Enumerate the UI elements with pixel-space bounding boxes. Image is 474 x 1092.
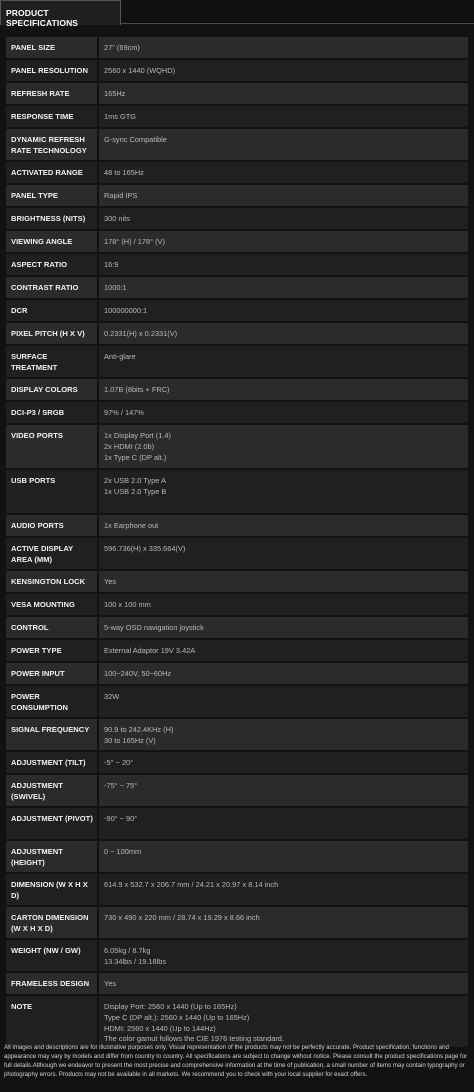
spec-row (6, 907, 468, 938)
spec-value: 300 nits (99, 208, 468, 229)
spec-label: REFRESH RATE (6, 83, 97, 104)
spec-value: -75° ~ 75° (99, 775, 468, 806)
spec-label: PANEL RESOLUTION (6, 60, 97, 81)
spec-value: Display Port: 2560 x 1440 (Up to 165Hz) Type C (DP alt.): 2560 x 1440 (Up to 165Hz) HDMI: 2560 x 1440 (Up to 144Hz) The color gamut follows the CIE 1976 testing standard. (99, 996, 468, 1047)
spec-label: KENSINGTON LOCK (6, 571, 97, 592)
spec-row (6, 640, 468, 661)
spec-value: 178° (H) / 178° (V) (99, 231, 468, 252)
spec-label: POWER TYPE (6, 640, 97, 661)
spec-row (6, 254, 468, 275)
spec-row (6, 470, 468, 513)
spec-label: DCI-P3 / SRGB (6, 402, 97, 423)
spec-value: 27" (69cm) (99, 37, 468, 58)
spec-value: 1000:1 (99, 277, 468, 298)
spec-label: BRIGHTNESS (NITS) (6, 208, 97, 229)
spec-row (6, 538, 468, 569)
spec-label: CONTRAST RATIO (6, 277, 97, 298)
spec-value: 2x USB 2.0 Type A 1x USB 2.0 Type B (99, 470, 468, 513)
spec-value: 5-way OSD navigation joystick (99, 617, 468, 638)
spec-label: POWER CONSUMPTION (6, 686, 97, 717)
spec-value: 97% / 147% (99, 402, 468, 423)
spec-value: Anti-glare (99, 346, 468, 377)
spec-row (6, 231, 468, 252)
spec-label: WEIGHT (NW / GW) (6, 940, 97, 971)
spec-row (6, 686, 468, 717)
spec-value: 0 ~ 100mm (99, 841, 468, 872)
spec-label: PIXEL PITCH (H X V) (6, 323, 97, 344)
spec-value: 100~240V, 50~60Hz (99, 663, 468, 684)
spec-row (6, 60, 468, 81)
spec-row (6, 808, 468, 839)
spec-label: CARTON DIMENSION (W X H X D) (6, 907, 97, 938)
spec-value: 1x Earphone out (99, 515, 468, 536)
spec-value: 1x Display Port (1.4) 2x HDMI (2.0b) 1x Type C (DP alt.) (99, 425, 468, 468)
spec-label: PANEL SIZE (6, 37, 97, 58)
spec-row (6, 277, 468, 298)
spec-row (6, 83, 468, 104)
spec-value: 1.07B (8bits + FRC) (99, 379, 468, 400)
spec-row (6, 775, 468, 806)
spec-row (6, 346, 468, 377)
spec-value: -5° ~ 20° (99, 752, 468, 773)
spec-label: ADJUSTMENT (SWIVEL) (6, 775, 97, 806)
spec-value: 165Hz (99, 83, 468, 104)
spec-row (6, 719, 468, 750)
spec-label: NOTE (6, 996, 97, 1047)
spec-value: Rapid IPS (99, 185, 468, 206)
spec-value: 596.736(H) x 335.664(V) (99, 538, 468, 569)
spec-value: 48 to 165Hz (99, 162, 468, 183)
spec-label: USB PORTS (6, 470, 97, 513)
spec-label: FRAMELESS DESIGN (6, 973, 97, 994)
spec-label: VIDEO PORTS (6, 425, 97, 468)
spec-row (6, 37, 468, 58)
spec-row (6, 208, 468, 229)
spec-value: 16:9 (99, 254, 468, 275)
spec-value: 100 x 100 mm (99, 594, 468, 615)
spec-label: RESPONSE TIME (6, 106, 97, 127)
spec-row (6, 841, 468, 872)
spec-value: External Adaptor 19V 3.42A (99, 640, 468, 661)
spec-row (6, 874, 468, 905)
spec-label: VIEWING ANGLE (6, 231, 97, 252)
spec-row (6, 752, 468, 773)
spec-value: 614.9 x 532.7 x 206.7 mm / 24.21 x 20.97 x 8.14 inch (99, 874, 468, 905)
spec-label: ASPECT RATIO (6, 254, 97, 275)
spec-row (6, 663, 468, 684)
spec-label: DCR (6, 300, 97, 321)
spec-label: AUDIO PORTS (6, 515, 97, 536)
spec-label: CONTROL (6, 617, 97, 638)
spec-value: 32W (99, 686, 468, 717)
spec-value: 6.05kg / 8.7kg 13.34lbs / 19.18lbs (99, 940, 468, 971)
spec-row (6, 379, 468, 400)
spec-label: ADJUSTMENT (PIVOT) (6, 808, 97, 839)
spec-row (6, 162, 468, 183)
spec-row (6, 617, 468, 638)
spec-value: Yes (99, 571, 468, 592)
spec-row (6, 996, 468, 1047)
spec-value: 730 x 490 x 220 mm / 28.74 x 19.29 x 8.66 inch (99, 907, 468, 938)
spec-label: ADJUSTMENT (HEIGHT) (6, 841, 97, 872)
spec-row (6, 940, 468, 971)
spec-label: VESA MOUNTING (6, 594, 97, 615)
spec-label: ADJUSTMENT (TILT) (6, 752, 97, 773)
spec-value: 90.9 to 242.4KHz (H) 30 to 165Hz (V) (99, 719, 468, 750)
spec-value: 1ms GTG (99, 106, 468, 127)
spec-label: SIGNAL FREQUENCY (6, 719, 97, 750)
spec-row (6, 129, 468, 160)
spec-label: ACTIVE DISPLAY AREA (MM) (6, 538, 97, 569)
spec-label: ACTIVATED RANGE (6, 162, 97, 183)
spec-row (6, 425, 468, 468)
spec-row (6, 185, 468, 206)
spec-row (6, 300, 468, 321)
spec-label: SURFACE TREATMENT (6, 346, 97, 377)
spec-label: POWER INPUT (6, 663, 97, 684)
spec-label: PANEL TYPE (6, 185, 97, 206)
spec-value: -90° ~ 90° (99, 808, 468, 839)
spec-value: 2560 x 1440 (WQHD) (99, 60, 468, 81)
spec-row (6, 402, 468, 423)
spec-label: DISPLAY COLORS (6, 379, 97, 400)
spec-row (6, 973, 468, 994)
spec-label: DIMENSION (W X H X D) (6, 874, 97, 905)
tab-product-specifications[interactable]: PRODUCT SPECIFICATIONS (0, 0, 121, 25)
spec-row (6, 594, 468, 615)
spec-row (6, 106, 468, 127)
spec-table (6, 37, 468, 1049)
spec-value: 0.2331(H) x 0.2331(V) (99, 323, 468, 344)
spec-row (6, 515, 468, 536)
spec-label: DYNAMIC REFRESH RATE TECHNOLOGY (6, 129, 97, 160)
disclaimer-text: All images and descriptions are for illustrative purposes only. Visual representation of the products may not be perfectly accurate. Product specification, functions and appearance may vary by models and differ from country to country. All specifications are subject to change without notice. Please consult the product specifications page for full details.Although we endeavor to present the most precise and comprehensive information at the time of publication, a small number of items may contain typography or photography errors. Products may not be available in all markets. We recommend you to check with your local supplier for exact offers. (4, 1044, 468, 1078)
spec-value: Yes (99, 973, 468, 994)
tab-bar (0, 0, 474, 28)
spec-value: G-sync Compatible (99, 129, 468, 160)
spec-row (6, 571, 468, 592)
spec-row (6, 323, 468, 344)
spec-value: 100000000:1 (99, 300, 468, 321)
